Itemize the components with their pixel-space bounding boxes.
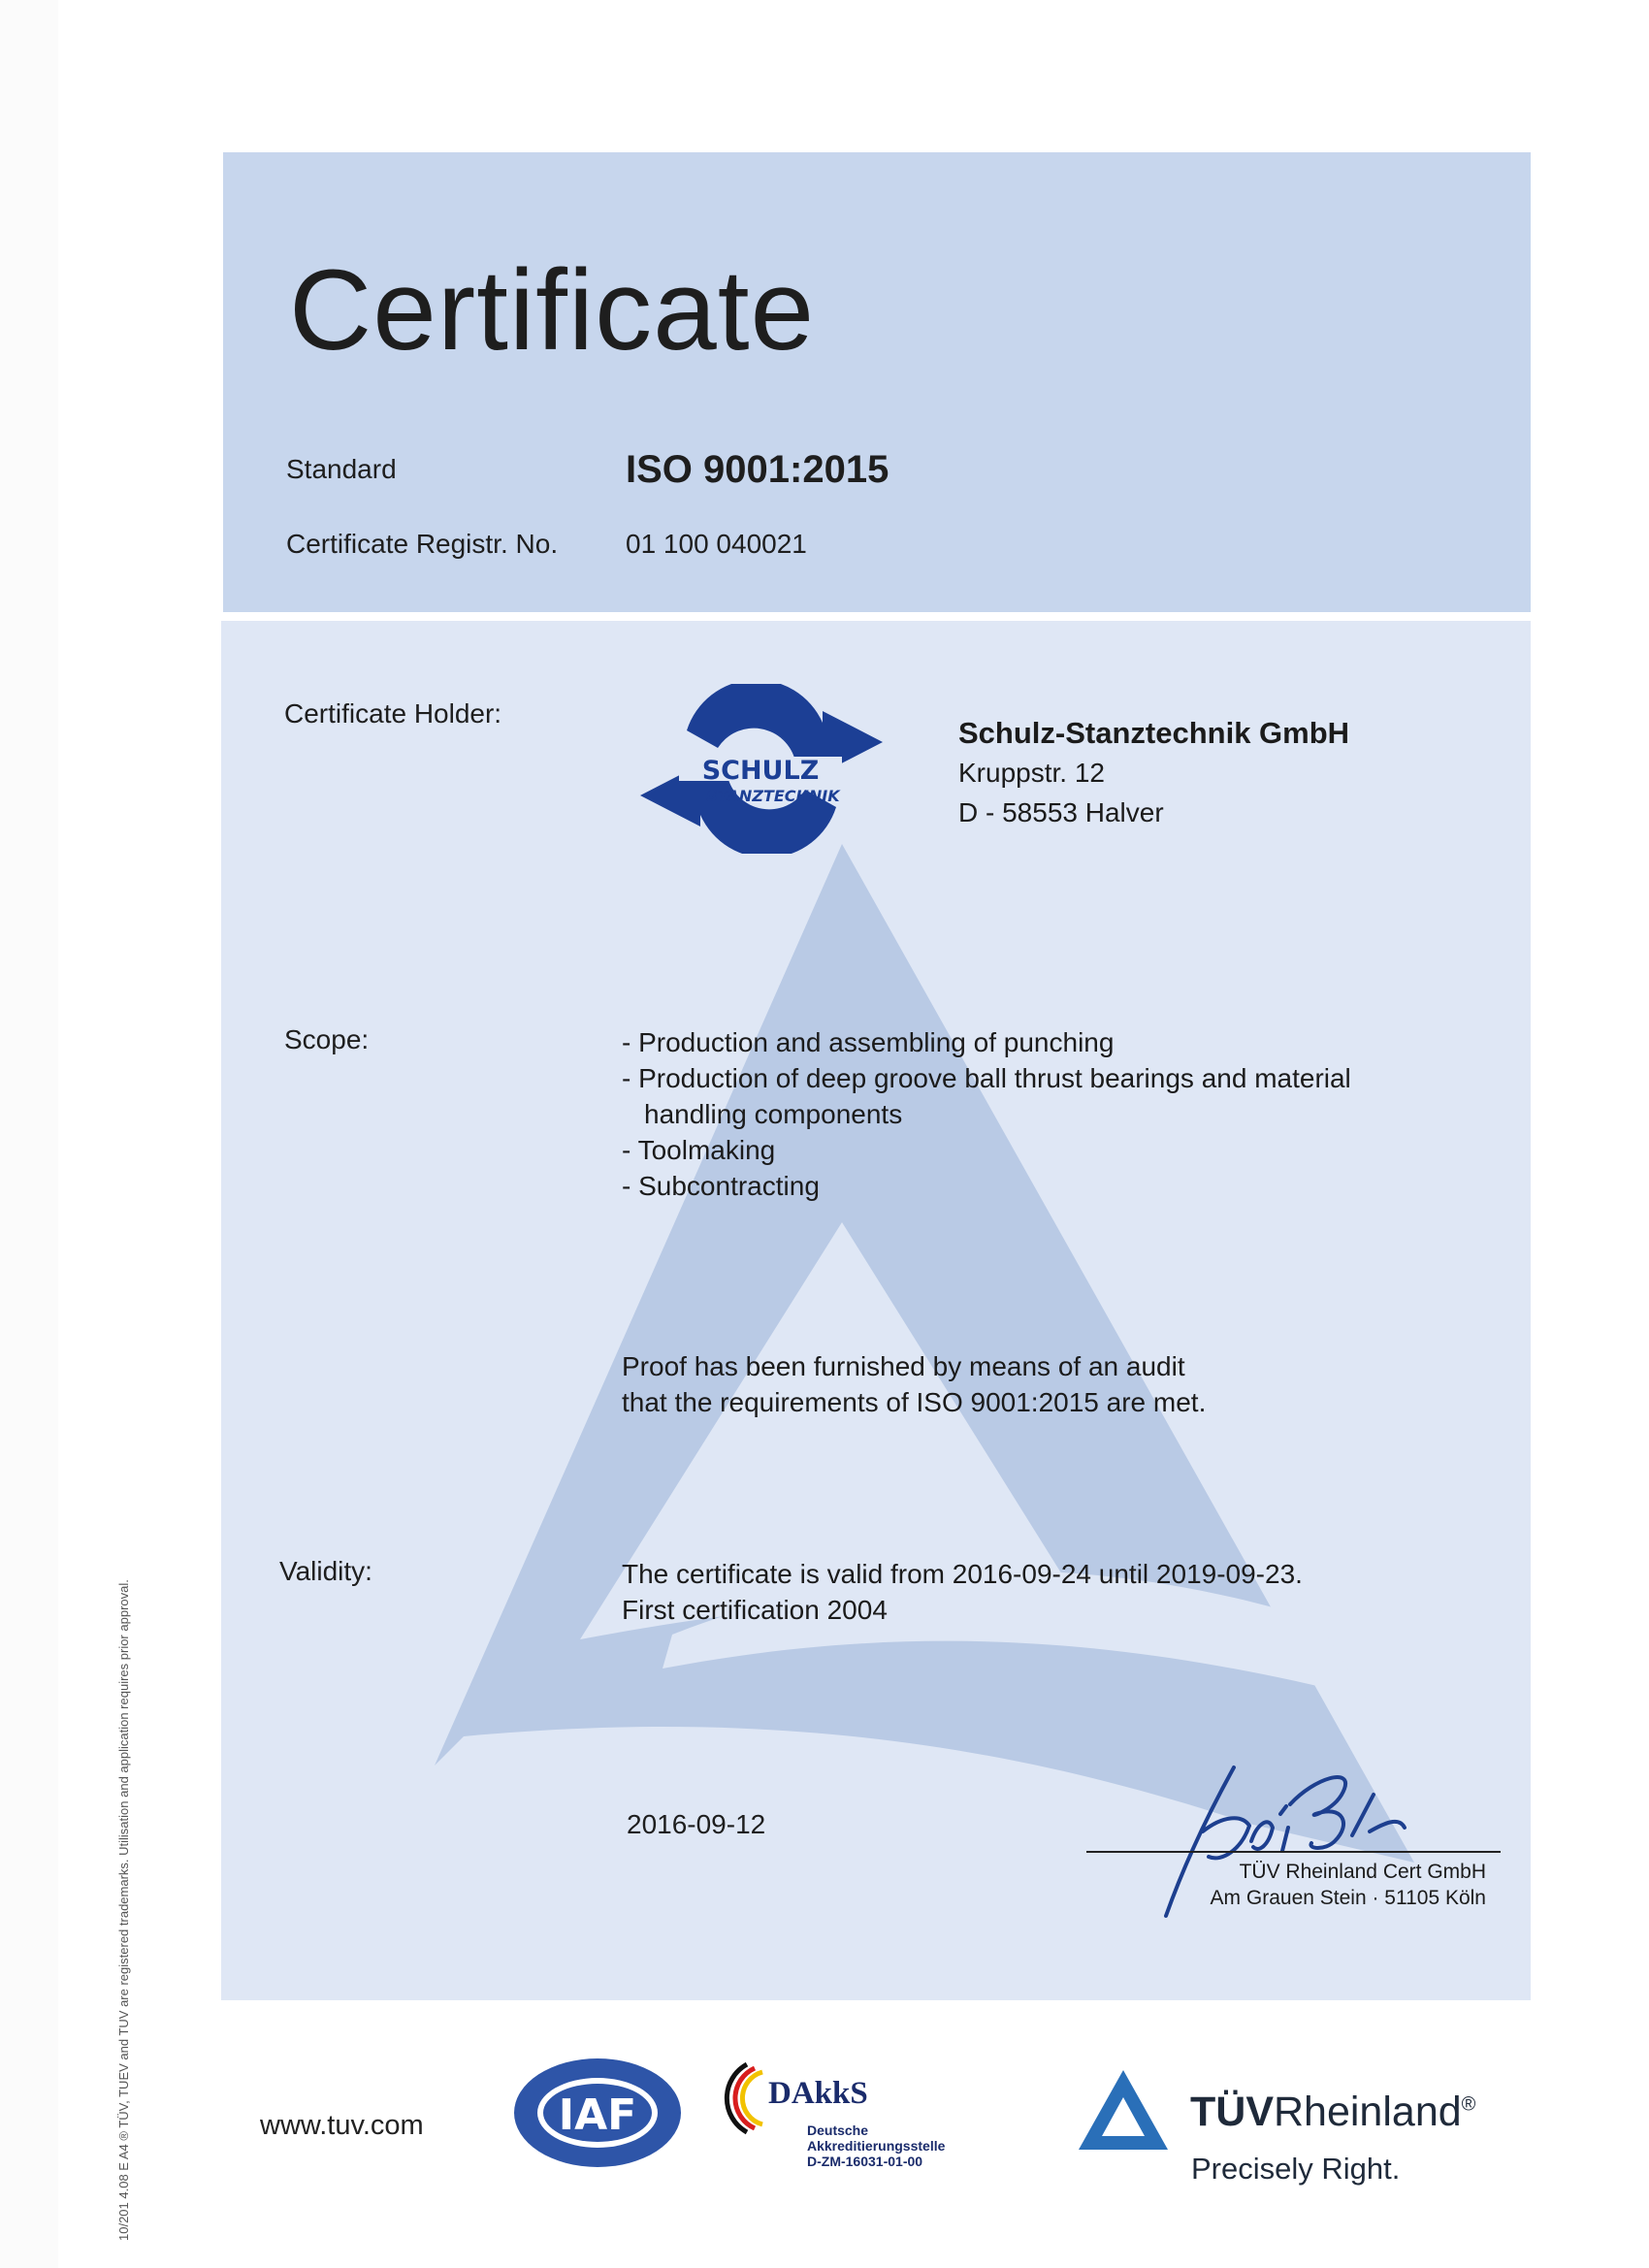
dakks-line: Akkreditierungsstelle bbox=[807, 2138, 946, 2154]
tuv-brand-light: Rheinland bbox=[1274, 2089, 1462, 2135]
scope-item: - Production and assembling of punching bbox=[622, 1027, 1115, 1057]
tuv-rheinland-wordmark bbox=[1190, 2089, 1475, 2136]
validity-line: First certification 2004 bbox=[622, 1595, 888, 1625]
iaf-logo bbox=[510, 2055, 685, 2171]
footer-url[interactable]: www.tuv.com bbox=[260, 2110, 424, 2141]
standard-label: Standard bbox=[286, 454, 397, 484]
issue-date: 2016-09-12 bbox=[627, 1809, 766, 1839]
dakks-line: Deutsche bbox=[807, 2122, 869, 2138]
proof-statement bbox=[622, 1348, 1206, 1420]
issuer-address: Am Grauen Stein · 51105 Köln bbox=[1210, 1887, 1486, 1909]
certificate-title: Certificate bbox=[289, 246, 816, 374]
logo-text-stanztechnik: STANZTECHNIK bbox=[706, 787, 840, 805]
trademark-side-note: 10/201 4.08 E A4 ® TÜV, TUEV and TUV are registered trademarks. Utilisation and application requires prior approval. bbox=[116, 1579, 131, 2241]
tuv-triangle-icon bbox=[1077, 2068, 1170, 2152]
scope-list bbox=[622, 1024, 1381, 1204]
validity-statement bbox=[622, 1556, 1303, 1628]
scope-item: - Subcontracting bbox=[622, 1171, 820, 1201]
standard-value: ISO 9001:2015 bbox=[626, 448, 889, 491]
scope-item: - Production of deep groove ball thrust bearings and material handling components bbox=[622, 1063, 1351, 1129]
proof-line: Proof has been furnished by means of an audit bbox=[622, 1351, 1185, 1381]
dakks-flag-icon bbox=[700, 2055, 768, 2142]
logo-text-schulz: SCHULZ bbox=[701, 756, 820, 786]
iaf-text: IAF bbox=[558, 2090, 637, 2140]
dakks-name: DAkkS bbox=[768, 2076, 868, 2111]
holder-city: D - 58553 Halver bbox=[958, 797, 1164, 827]
scope-label: Scope: bbox=[284, 1024, 370, 1054]
registration-number: 01 100 040021 bbox=[626, 529, 807, 559]
dakks-details bbox=[807, 2122, 945, 2169]
registered-mark: ® bbox=[1461, 2093, 1476, 2116]
issuer-name: TÜV Rheinland Cert GmbH bbox=[1239, 1861, 1486, 1883]
dakks-line: D-ZM-16031-01-00 bbox=[807, 2154, 923, 2169]
page-margin bbox=[0, 0, 58, 2268]
validity-line: The certificate is valid from 2016-09-24 until 2019-09-23. bbox=[622, 1559, 1303, 1589]
scope-item: - Toolmaking bbox=[622, 1135, 776, 1165]
tuv-brand-bold: TÜV bbox=[1190, 2089, 1274, 2135]
schulz-stanztechnik-logo bbox=[621, 684, 902, 854]
registration-label: Certificate Registr. No. bbox=[286, 529, 559, 559]
signature-line bbox=[1086, 1851, 1501, 1853]
holder-label: Certificate Holder: bbox=[284, 698, 502, 729]
tuv-tagline: Precisely Right. bbox=[1191, 2152, 1401, 2186]
validity-label: Validity: bbox=[279, 1556, 372, 1586]
proof-line: that the requirements of ISO 9001:2015 are met. bbox=[622, 1387, 1207, 1417]
holder-street: Kruppstr. 12 bbox=[958, 758, 1105, 788]
holder-name: Schulz-Stanztechnik GmbH bbox=[958, 716, 1350, 750]
